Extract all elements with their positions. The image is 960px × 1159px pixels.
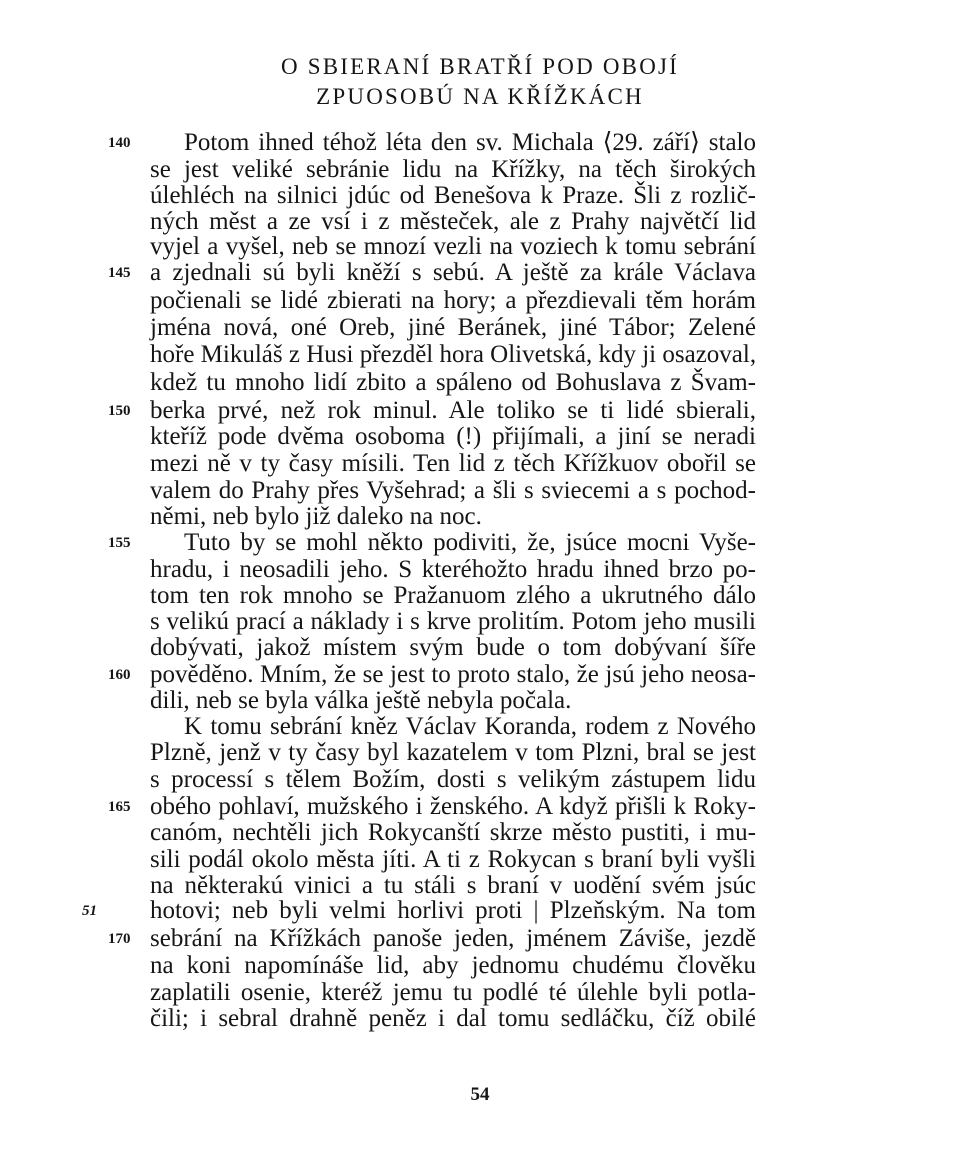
text-line: kteříž pode dvěma osoboma (!) přijímali, a jiní se neradi	[150, 423, 756, 450]
text-line: dili, neb se byla válka ještě nebyla počala.	[150, 687, 572, 714]
text-line: na některakú vinici a tu stáli s braní v uodění svém jsúc	[150, 872, 756, 899]
text-line: ných měst a ze vsí i z městeček, ale z Prahy najvětčí lid	[150, 208, 756, 235]
line-number-150: 150	[108, 403, 131, 419]
line-number-155: 155	[108, 535, 131, 551]
chapter-title-line-2: ZPUOSOBÚ NA KŘÍŽKÁCH	[316, 84, 644, 109]
text-line: počienali se lidé zbierati na hory; a přezdievali těm horám	[150, 287, 756, 314]
text-line: tom ten rok mnoho se Pražanuom zlého a ukrutného dálo	[150, 582, 756, 609]
page-number: 54	[470, 1084, 490, 1105]
text-line: Potom ihned téhož léta den sv. Michala ⟨29. září⟩ stalo	[184, 129, 756, 156]
text-line: se jest veliké sebránie lidu na Křížky, na těch širokých	[150, 156, 756, 183]
text-line: obého pohlaví, mužského i ženského. A když přišli k Roky-	[150, 793, 756, 820]
text-line: čili; i sebral drahně peněz i dal tomu sedláčku, číž obilé	[150, 1005, 756, 1032]
text-line: vyjel a vyšel, neb se mnozí vezli na voziech k tomu sebrání	[150, 233, 756, 260]
text-line: pověděno. Mním, že se jest to proto stalo, že jsú jeho neosa-	[150, 661, 756, 688]
chapter-title-line-1: O SBIERANÍ BRATŘÍ POD OBOJÍ	[280, 54, 680, 79]
text-line: berka prvé, než rok minul. Ale toliko se ti lidé sbierali,	[150, 397, 756, 424]
text-line: mezi ně v ty časy mísili. Ten lid z těch Křížkuov obořil se	[150, 450, 756, 477]
text-line: canóm, nechtěli jich Rokycanští skrze město pustiti, i mu-	[150, 819, 756, 846]
text-line: sebrání na Křížkách panoše jeden, jménem Záviše, jezdě	[150, 925, 756, 952]
text-line: úlehléch na silnici jdúc od Benešova k Praze. Šli z rozlič-	[150, 182, 756, 209]
text-line: jména nová, oné Oreb, jiné Beránek, jiné Tábor; Zelené	[150, 314, 756, 341]
text-line: hotovi; neb byli velmi horlivi proti | Plzeňským. Na tom	[150, 897, 756, 924]
text-line: s velikú prací a náklady i s krve prolitím. Potom jeho musili	[150, 608, 756, 635]
text-line: na koni napomínáše lid, aby jednomu chudému člověku	[150, 952, 756, 979]
line-number-160: 160	[108, 667, 131, 683]
text-line: hoře Mikuláš z Husi přezděl hora Olivetská, kdy ji osazoval,	[150, 341, 757, 368]
text-line: zaplatili osenie, kteréž jemu tu podlé té úlehle byli potla-	[150, 979, 756, 1006]
text-line: K tomu sebrání kněz Václav Koranda, rodem z Nového	[184, 713, 756, 740]
text-line: kdež tu mnoho lidí zbito a spáleno od Bohuslava z Švam-	[150, 369, 756, 396]
original-page-reference: 51	[82, 903, 97, 919]
text-line: a zjednali sú byli kněží s sebú. A ještě za krále Václava	[150, 259, 756, 286]
text-line: s processí s tělem Božím, dosti s velikým zástupem lidu	[150, 766, 756, 793]
line-number-170: 170	[108, 931, 131, 947]
line-number-165: 165	[108, 799, 131, 815]
line-number-140: 140	[108, 135, 131, 151]
text-line: dobývati, jakož místem svým bude o tom dobývaní šíře	[150, 634, 756, 661]
text-line: Plzně, jenž v ty časy byl kazatelem v tom Plzni, bral se jest	[150, 739, 756, 766]
line-number-145: 145	[108, 265, 131, 281]
text-line: hradu, i neosadili jeho. S kteréhožto hradu ihned brzo po-	[150, 556, 756, 583]
text-line: Tuto by se mohl někto podiviti, že, jsúce mocni Vyše-	[184, 529, 756, 556]
text-line: němi, neb bylo již daleko na noc.	[150, 503, 482, 530]
text-line: sili podál okolo města jíti. A ti z Rokycan s braní byli vyšli	[150, 846, 756, 873]
text-line: valem do Prahy přes Vyšehrad; a šli s sviecemi a s pochod-	[150, 477, 756, 504]
